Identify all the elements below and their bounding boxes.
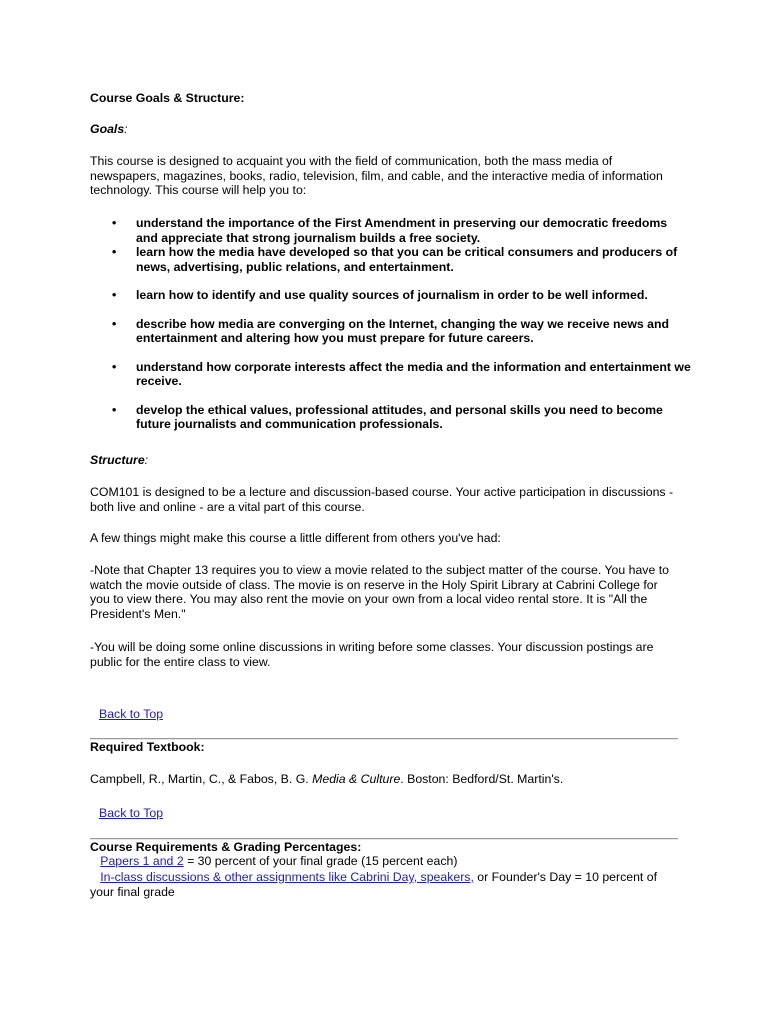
goals-label: [90, 122, 680, 137]
goal-item: [112, 245, 692, 274]
goals-intro: This course is designed to acquaint you with the field of communication, both the mass media of newspapers, magazines, books, radio, television, film, and cable, and the interactive media of information technology. This course will help you to:: [90, 154, 663, 197]
goal-item: [112, 317, 692, 346]
papers-percent-text: = 30 percent of your final grade (15 percent each): [183, 854, 458, 868]
textbook-heading: Required Textbook:: [90, 740, 205, 754]
goal-text: develop the ethical values, professional attitudes, and personal skills you need to become future journalists and communication professionals.: [136, 402, 663, 431]
movie-note-paragraph: -Note that Chapter 13 requires you to view a movie related to the subject matter of the course. You have to watch the movie outside of class. The movie is on reserve in the Holy Spirit Library at Cabrini College for you to view there. You may also rent the movie on your own from a local video rental store. It is "All the President's Men.": [90, 563, 669, 621]
bullet-icon: •: [112, 316, 117, 331]
citation-title: Media & Culture: [312, 772, 401, 786]
goal-text: learn how to identify and use quality sources of journalism in order to be well informed.: [136, 288, 648, 302]
goals-label-text: Goals: [90, 122, 125, 136]
papers-link[interactable]: Papers 1 and 2: [100, 854, 184, 868]
grading-line-papers: [90, 854, 680, 869]
structure-label-colon: :: [144, 453, 149, 467]
goal-item: [112, 288, 692, 303]
structure-label-text: Structure: [90, 453, 145, 467]
goals-list: [112, 216, 692, 432]
goal-text: understand how corporate interests affect the media and the information and entertainment we receive.: [136, 359, 691, 388]
online-discussion-paragraph: -You will be doing some online discussions in writing before some classes. Your discussion postings are public for the entire class to view.: [90, 640, 654, 669]
textbook-citation: [90, 772, 680, 787]
bullet-icon: •: [112, 245, 117, 259]
goal-item: [112, 216, 692, 245]
grading-line-discussions: [90, 870, 680, 899]
discussions-link[interactable]: In-class discussions & other assignments like Cabrini Day, speakers,: [100, 870, 474, 884]
goal-item: [112, 403, 692, 432]
bullet-icon: •: [112, 402, 117, 417]
citation-authors: Campbell, R., Martin, C., & Fabos, B. G.: [90, 772, 313, 786]
goal-text: understand the importance of the First Amendment in preserving our democratic freedoms and appreciate that strong journalism builds a free society.: [136, 216, 668, 245]
bullet-icon: •: [112, 288, 117, 302]
structure-paragraph: COM101 is designed to be a lecture and discussion-based course. Your active participation in discussions - both live and online - are a vital part of this course.: [90, 485, 674, 514]
bullet-icon: •: [112, 359, 117, 374]
bullet-icon: •: [112, 216, 117, 230]
structure-paragraph: A few things might make this course a little different from others you've had:: [90, 531, 501, 545]
back-to-top-link[interactable]: Back to Top: [99, 806, 164, 820]
discussions-percent-text: or Founder's Day = 10 percent of your final grade: [90, 870, 658, 899]
citation-publisher: . Boston: Bedford/St. Martin's.: [400, 772, 564, 786]
goal-text: describe how media are converging on the Internet, changing the way we receive news and entertainment and altering how you must prepare for future careers.: [136, 316, 670, 345]
goals-label-colon: :: [124, 122, 128, 136]
structure-label: [90, 453, 680, 468]
section-heading: Course Goals & Structure:: [90, 91, 245, 105]
goal-text: learn how the media have developed so that you can be critical consumers and producers of news, advertising, public relations, and entertainment.: [136, 245, 678, 274]
back-to-top-link[interactable]: Back to Top: [99, 707, 164, 721]
goal-item: [112, 360, 692, 389]
grading-heading: Course Requirements & Grading Percentages:: [90, 840, 362, 854]
